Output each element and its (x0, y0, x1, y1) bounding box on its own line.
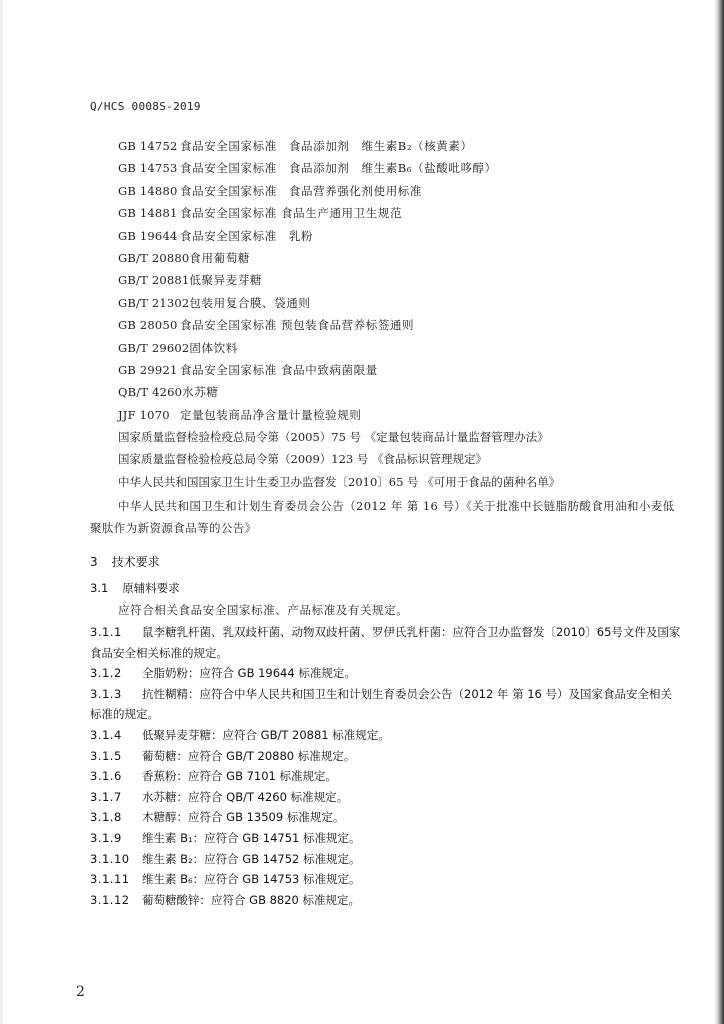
reference-line: GB/T 20881低聚异麦芽糖 (118, 273, 263, 288)
reference-line: QB/T 4260水苏糖 (118, 385, 219, 400)
reference-line: GB 28050 食品安全国家标准 预包装食品营养标签通则 (118, 318, 415, 333)
clause-item: 3.1.9 维生素 B₁：应符合 GB 14751 标准规定。 (90, 830, 361, 845)
scan-right-edge (714, 0, 724, 1024)
clause-item: 3.1.6 香蕉粉：应符合 GB 7101 标准规定。 (90, 769, 338, 784)
reference-line: 国家质量监督检验检疫总局令第（2005）75 号 《定量包装商品计量监督管理办法》 (118, 430, 549, 445)
clause-item: 3.1.1 鼠李糖乳杆菌、乳双歧杆菌、动物双歧杆菌、罗伊氏乳杆菌：应符合卫办监督发〔2010〕65号文件及国家食品安全相关标准的规定。 (90, 625, 681, 660)
reference-line: GB/T 20880食用葡萄糖 (118, 250, 250, 265)
reference-line: 中华人民共和国国家卫生计生委卫办监督发〔2010〕65 号 《可用于食品的菌种名单》 (118, 474, 561, 489)
clause-item: 3.1.12 葡萄糖酸锌：应符合 GB 8820 标准规定。 (90, 892, 361, 907)
reference-line: GB/T 29602固体饮料 (118, 340, 238, 355)
clause-item: 3.1.8 木糖醇：应符合 GB 13509 标准规定。 (90, 810, 345, 825)
clause-item: 3.1.5 葡萄糖：应符合 GB/T 20880 标准规定。 (90, 748, 356, 763)
subsection-heading (90, 580, 180, 596)
subsection-title: 原辅料要求 (122, 581, 180, 595)
reference-line: GB 14752 食品安全国家标准 食品添加剂 维生素B₂（核黄素） (118, 139, 473, 153)
section-number: 3 (90, 555, 98, 569)
clause-item: 3.1.4 低聚异麦芽糖：应符合 GB/T 20881 标准规定。 (90, 727, 390, 742)
reference-line: GB 14880 食品安全国家标准 食品营养强化剂使用标准 (118, 183, 422, 198)
scan-left-edge (0, 0, 3, 1024)
reference-line: GB 14753 食品安全国家标准 食品添加剂 维生素B₆（盐酸吡哆醇） (118, 161, 497, 176)
clause-item: 3.1.3 抗性糊精：应符合中华人民共和国卫生和计划生育委员会公告（2012 年 第 16 号）及国家食品安全相关标准的规定。 (90, 686, 673, 722)
subsection-number: 3.1 (90, 581, 109, 595)
clause-item: 3.1.7 水苏糖：应符合 QB/T 4260 标准规定。 (90, 789, 349, 804)
reference-line: GB 14881 食品安全国家标准 食品生产通用卫生规范 (118, 206, 403, 221)
reference-wrapped-paragraph: 中华人民共和国卫生和计划生育委员会公告（2012 年 第 16 号）《关于批准中长链脂肪酸食用油和小麦低聚肽作为新资源食品等的公告》 (90, 499, 675, 536)
normative-references-list (118, 135, 678, 493)
clause-item: 3.1.11 维生素 B₆：应符合 GB 14753 标准规定。 (90, 872, 361, 887)
reference-line: 国家质量监督检验检疫总局令第（2009）123 号 《食品标识管理规定》 (118, 452, 488, 467)
document-code: Q/HCS 0008S-2019 (90, 100, 201, 113)
section-title: 技术要求 (111, 555, 160, 569)
reference-line: GB 19644 食品安全国家标准 乳粉 (118, 228, 314, 243)
reference-line: JJF 1070 定量包装商品净含量计量检验规则 (118, 407, 362, 422)
page-number: 2 (76, 984, 85, 1000)
reference-line: GB/T 21302包装用复合膜、袋通则 (118, 295, 311, 310)
clause-item: 3.1.10 维生素 B₂：应符合 GB 14752 标准规定。 (90, 851, 361, 866)
section-heading (90, 553, 160, 570)
subsection-intro: 应符合相关食品安全国家标准、产品标准及有关规定。 (118, 603, 409, 617)
clause-item: 3.1.2 全脂奶粉：应符合 GB 19644 标准规定。 (90, 666, 356, 681)
reference-line: GB 29921 食品安全国家标准 食品中致病菌限量 (118, 362, 378, 377)
clause-list (90, 622, 682, 910)
